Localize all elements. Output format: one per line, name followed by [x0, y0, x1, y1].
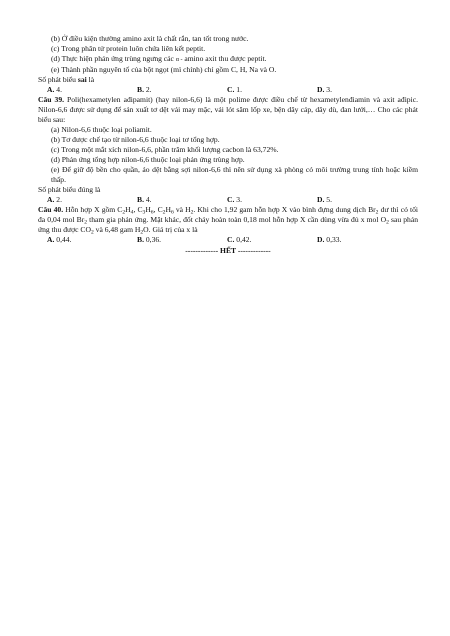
q38-statement-d: (d) Thực hiện phản ứng trùng ngưng các α - amino axit thu được peptit. — [51, 54, 267, 63]
q38-option-c[interactable]: C. 1. — [227, 85, 242, 94]
q38-statement-e: (e) Thành phần nguyên tố của bột ngọt (mì chính) chỉ gồm C, H, Na và O. — [51, 65, 277, 74]
q38-prompt: Số phát biểu sai là — [38, 75, 95, 84]
q38-option-d[interactable]: D. 3. — [317, 85, 332, 94]
q40-option-c[interactable]: C. 0,42. — [227, 235, 252, 244]
q39-options — [38, 195, 418, 205]
q40-option-b[interactable]: B. 0,36. — [137, 235, 162, 244]
q39-statement-b: (b) Tơ được chế tạo từ nilon-6,6 thuộc loại tơ tổng hợp. — [51, 135, 220, 144]
q39-statement-a: (a) Nilon-6,6 thuộc loại poliamit. — [51, 125, 152, 134]
q38-statement-c: (c) Trong phân tử protein luôn chứa liên kết peptit. — [51, 44, 206, 53]
q40-option-d[interactable]: D. 0,33. — [317, 235, 342, 244]
q38-statement-b: (b) Ở điều kiện thường amino axit là chất rắn, tan tốt trong nước. — [51, 34, 249, 43]
alpha-symbol: α - — [175, 57, 183, 63]
q38-option-b[interactable]: B. 2. — [137, 85, 152, 94]
q40-stem: Câu 40. Hỗn hợp X gồm $C_2H_4$, $C_3H_6$, $C_2H_6$ và $H_2$. Khi cho 1,92 gam hỗn hợp X vào bình đựng dung dịch $Br_2$ dư thì có tối đa 0,04 mol $Br_2$ tham gia phản ứng. Mặt khác, đốt cháy hoàn toàn 0,18 mol hỗn hợp X cần dùng vừa đủ x mol $O_2$ sau phản ứng thu được $CO_2$ và 6,48 gam $H_2O$. Giá trị của x là — [38, 205, 418, 236]
q39-statement-c: (c) Trong một mắt xích nilon-6,6, phần trăm khối lượng cacbon là 63,72%. — [51, 145, 279, 154]
q39-option-c[interactable]: C. 3. — [227, 195, 242, 204]
q39-statement-d: (d) Phản ứng tổng hợp nilon-6,6 thuộc loại phản ứng trùng hợp. — [51, 155, 245, 164]
q39-option-a[interactable]: A. 2. — [47, 195, 62, 204]
q40-option-a[interactable]: A. 0,44. — [47, 235, 72, 244]
q40-options — [38, 235, 418, 245]
q38-options — [38, 85, 418, 95]
end-marker: ------------- HẾT ------------- — [185, 246, 271, 255]
q39-statement-e: (e) Để giữ độ bền cho quần, áo dệt bằng sợi nilon-6,6 thì nên sử dụng xà phòng có môi trường trung tính hoặc kiềm thấp. — [51, 165, 418, 184]
q39-prompt: Số phát biểu đúng là — [38, 185, 101, 194]
q39-option-d[interactable]: D. 5. — [317, 195, 332, 204]
q39-option-b[interactable]: B. 4. — [137, 195, 152, 204]
q38-option-a[interactable]: A. 4. — [47, 85, 62, 94]
q39-stem: Câu 39. Poli(hexametylen ađipamit) (hay nilon-6,6) là một polime được điều chế từ hexametylenđiamin và axit ađipic. Nilon-6,6 được sử dụng để sản xuất tơ dệt vải may mặc, vải lót săm lốp xe, bện dây cáp, dây dù, đan lưới,… Cho các phát biểu sau: — [38, 95, 418, 124]
document-content — [38, 34, 418, 256]
